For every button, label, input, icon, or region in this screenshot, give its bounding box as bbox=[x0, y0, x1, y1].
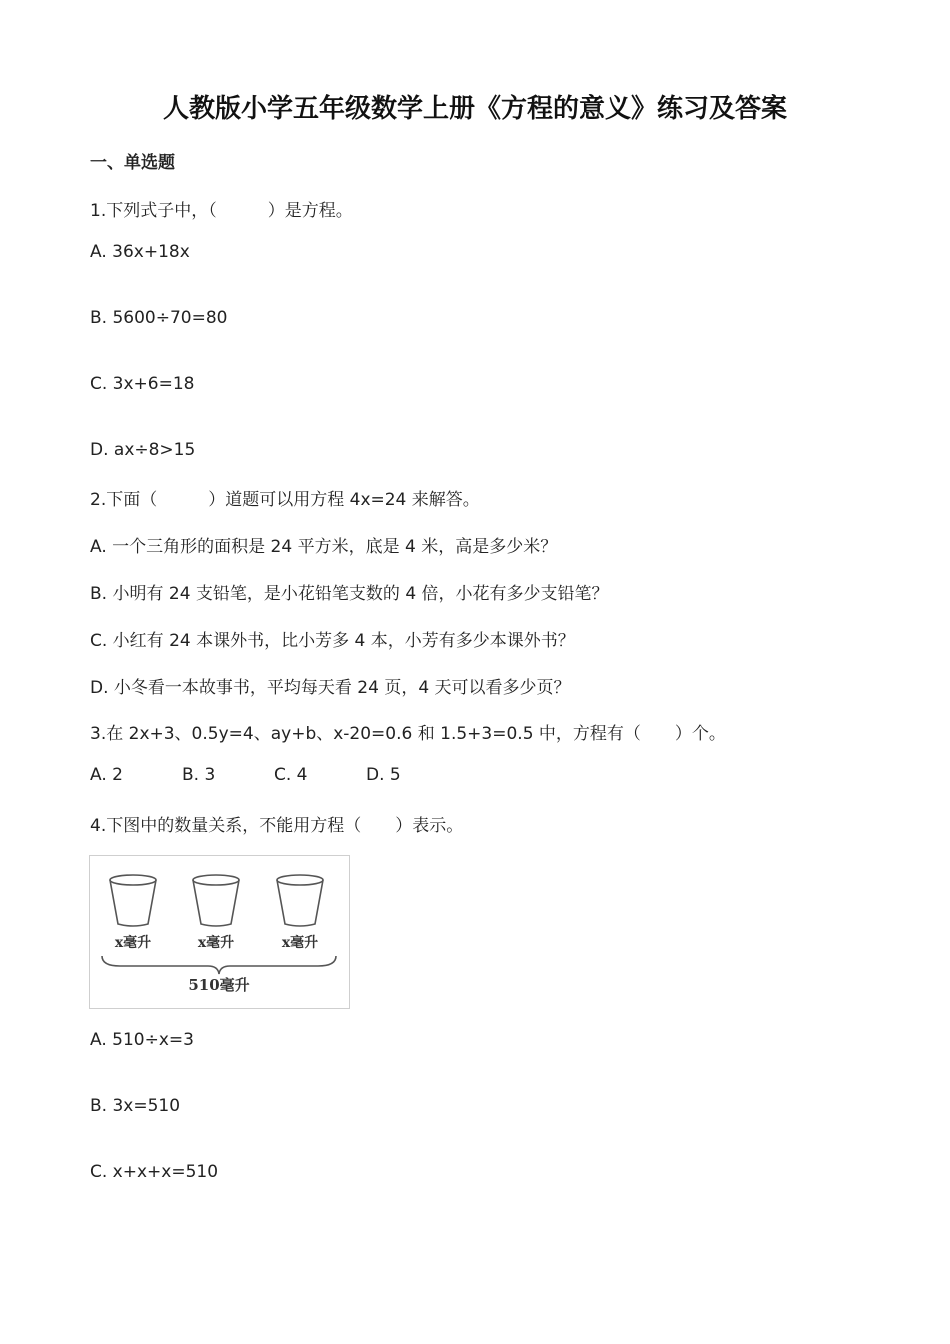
question-4-stem: 4.下图中的数量关系，不能用方程（ ）表示。 bbox=[90, 816, 464, 836]
question-1-option-d: D. ax÷8>15 bbox=[90, 440, 196, 460]
section-heading: 一、单选题 bbox=[90, 153, 175, 173]
question-3-option-a: A. 2 bbox=[90, 765, 123, 785]
question-3-option-d: D. 5 bbox=[366, 765, 401, 785]
question-3-options bbox=[90, 765, 458, 785]
question-1-option-c: C. 3x+6=18 bbox=[90, 374, 195, 394]
cup-label-3: x毫升 bbox=[281, 935, 319, 951]
question-3-option-b: B. 3 bbox=[182, 765, 216, 785]
total-label: 510毫升 bbox=[188, 976, 250, 994]
question-4-option-a: A. 510÷x=3 bbox=[90, 1030, 194, 1050]
cup-label-1: x毫升 bbox=[114, 935, 152, 951]
cup-icon-1 bbox=[110, 875, 156, 926]
cup-icon-2 bbox=[193, 875, 239, 926]
question-2-option-a: A. 一个三角形的面积是 24 平方米，底是 4 米，高是多少米？ bbox=[90, 537, 558, 557]
question-1-stem: 1.下列式子中，（ ）是方程。 bbox=[90, 201, 353, 221]
question-1-option-a: A. 36x+18x bbox=[90, 242, 190, 262]
total-brace bbox=[102, 956, 336, 974]
question-4-option-b: B. 3x=510 bbox=[90, 1096, 181, 1116]
question-4-option-c: C. x+x+x=510 bbox=[90, 1162, 219, 1182]
cups-figure bbox=[89, 855, 350, 1009]
question-2-option-d: D. 小冬看一本故事书，平均每天看 24 页，4 天可以看多少页？ bbox=[90, 678, 571, 698]
page-title: 人教版小学五年级数学上册《方程的意义》练习及答案 bbox=[162, 94, 787, 124]
cup-icon-3 bbox=[277, 875, 323, 926]
question-3-stem: 3.在 2x+3、0.5y=4、ay+b、x-20=0.6 和 1.5+3=0.5 中，方程有（ ）个。 bbox=[90, 724, 726, 744]
question-2-option-c: C. 小红有 24 本课外书，比小芳多 4 本，小芳有多少本课外书？ bbox=[90, 631, 575, 651]
question-2-option-b: B. 小明有 24 支铅笔，是小花铅笔支数的 4 倍，小花有多少支铅笔？ bbox=[90, 584, 609, 604]
cup-label-2: x毫升 bbox=[197, 935, 235, 951]
question-1-option-b: B. 5600÷70=80 bbox=[90, 308, 228, 328]
question-2-stem: 2.下面（ ）道题可以用方程 4x=24 来解答。 bbox=[90, 490, 480, 510]
question-3-option-c: C. 4 bbox=[274, 765, 308, 785]
